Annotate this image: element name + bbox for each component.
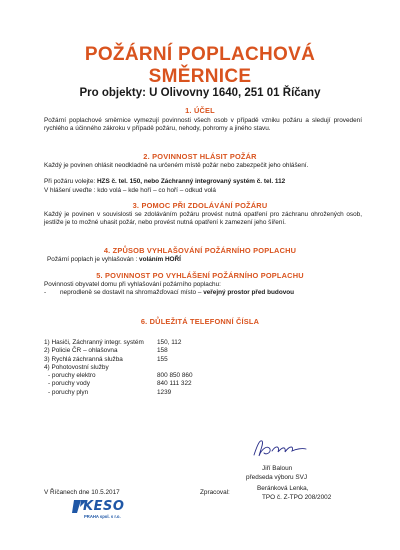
emergency-call-numbers: HZS č. tel. 150, nebo Záchranný integrovaný systém č. tel. 112 (96, 178, 286, 186)
section-heading-report-fire: 2. POVINNOST HLÁSIT POŽÁR (143, 152, 257, 161)
phone-number: 150, 112 (157, 339, 182, 346)
keso-logo-brand: KESO (83, 499, 125, 514)
assembly-point-prefix: neprodleně se dostavit na shromažďovací místo – (60, 289, 204, 297)
section-heading-after-alarm: 5. POVINNOST PO VYHLÁŠENÍ POŽÁRNÍHO POPLACHU (96, 271, 304, 280)
phone-label: 4) Pohotovostní služby (44, 363, 109, 371)
section-text-alarm-method (47, 256, 367, 264)
alarm-method-call: voláním HOŘÍ (139, 256, 181, 263)
section-heading-firefighting-help: 3. POMOC PŘI ZDOLÁVÁNÍ POŽÁRU (132, 201, 268, 210)
processor-name: Beránková Lenka, (257, 485, 309, 492)
phone-label: - poruchy plyn (48, 388, 89, 396)
section-heading-alarm-method: 4. ZPŮSOB VYHLAŠOVÁNÍ POŽÁRNÍHO POPLACHU (103, 246, 297, 255)
phone-label: - poruchy vody (48, 380, 90, 388)
phone-number: 155 (157, 355, 168, 363)
section-text-purpose: Požární poplachové směrnice vymezují povinnosti všech osob v případě vzniku požáru a sledují provedení rychlého a účinného zákroku v případě požáru, nehody, pohromy a jiného stavu. (44, 117, 362, 133)
assembly-point-line (60, 289, 370, 297)
processed-label: Zpracoval: (200, 489, 230, 496)
section-text-firefighting-help: Každý je povinen v souvislosti se zdoláváním požáru provést nutná opatření pro záchranu ohrožených osob, jestliže je to možné uhasit požár, nebo provést nutná opatření k zamezení jeho šíření. (44, 211, 362, 227)
phone-label: 1) Hasiči, Záchranný integr. systém (44, 339, 144, 346)
phone-label: 2) Policie ČR – ohlašovna (44, 347, 118, 355)
section-heading-purpose: 1. ÚČEL (185, 106, 215, 115)
keso-logo-sub: PRAHA spol. s r.o. (84, 514, 121, 519)
keso-logo (72, 497, 128, 524)
phone-number: 1239 (157, 388, 172, 396)
bullet-dash: - (44, 289, 47, 297)
section-text-after-alarm: Povinnosti obyvatel domu při vyhlašování požárního poplachu: (44, 281, 221, 288)
alarm-method-prefix: Požární poplach je vyhlašován : (47, 256, 140, 263)
section-text-report-fire: Každý je povinen ohlásit neodkladně na určeném místě požár nebo zabezpečit jeho ohlášení. (44, 162, 309, 169)
phone-number: 800 850 860 (157, 372, 193, 380)
report-instructions: V hlášení uveďte : kdo volá – kde hoří – co hoří – odkud volá (44, 186, 216, 194)
section-heading-phone-numbers: 6. DŮLEŽITÁ TELEFONNÍ ČÍSLA (140, 317, 260, 326)
emergency-call-line (44, 178, 374, 186)
assembly-point-location: veřejný prostor před budovou (203, 289, 295, 297)
phone-row-water (44, 380, 244, 388)
phone-label: - poruchy elektro (48, 372, 96, 380)
phone-row-emergency-services (44, 364, 244, 372)
phone-row-electricity (44, 372, 244, 380)
phone-row-police (44, 347, 244, 355)
phone-row-ambulance (44, 356, 244, 364)
signer-role: předseda výboru SVJ (246, 473, 308, 481)
phone-label: 3) Rychlá záchranná služba (44, 355, 123, 363)
document-title: POŽÁRNÍ POPLACHOVÁ (84, 44, 316, 65)
phone-number: 840 111 322 (157, 380, 192, 388)
document-subtitle: Pro objekty: U Olivovny 1640, 251 01 Říčany (79, 87, 321, 99)
document-date: V Říčanech dne 10.5.2017 (44, 489, 120, 496)
phone-number: 158 (157, 347, 168, 355)
emergency-call-prefix: Při požáru volejte: (44, 178, 97, 186)
signature-image (250, 437, 310, 461)
signer-name: Jiří Baloun (262, 465, 293, 472)
phone-table (44, 339, 244, 397)
phone-row-gas (44, 389, 244, 397)
processor-id: TPO č. Z-TPO 208/2002 (262, 493, 332, 501)
document-title-line2: SMĚRNICE (148, 66, 252, 87)
